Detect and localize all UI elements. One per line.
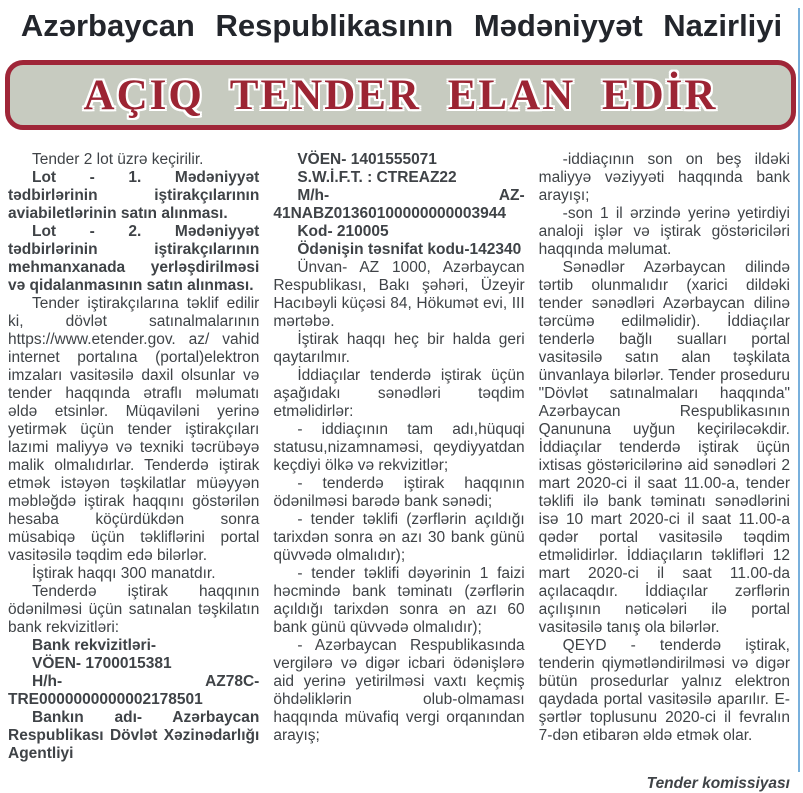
signature: Tender komissiyası [646, 775, 790, 792]
paragraph: H/h- AZ78C-TRE0000000000002178501 [8, 673, 260, 708]
paragraph: İddiaçılar tenderdə iştirak üçün aşağıdakı sənədləri təqdim etməlidirlər: [273, 367, 525, 420]
banner-headline: AÇIQ TENDER ELAN EDİR [83, 71, 718, 119]
paragraph: - iddiaçının tam adı,hüquqi statusu,nizamnaməsi, qeydiyyatdan keçdiyi ölkə və rekvizitlər; [273, 421, 525, 474]
paragraph: - tender təklifi (zərflərin açıldığı tarixdən sonra ən azı 30 bank günü qüvvədə olmalıdır); [273, 511, 525, 564]
paragraph: VÖEN- 1401555071 [297, 151, 437, 168]
paragraph: Bank rekvizitləri- [32, 637, 157, 654]
ministry-title: Azərbaycan Respublikasının Mədəniyyət Nazirliyi [20, 8, 783, 43]
paragraph: Tenderdə iştirak haqqının ödənilməsi üçün satınalan təşkilatın bank rekvizitləri: [8, 583, 260, 636]
column-2 [273, 151, 524, 793]
paragraph: Tender iştirakçılarına təklif edilir ki, dövlət satınalmalarının https://www.etender.gov. az/ vahid internet portalına (portal)elektron imzaları vasitəsilə daxil olsunlar və tender haqqında ətraflı məlumatı əldə etsinlər. Müqaviləni yerinə yetirmək üçün tender iştirakçıları lazımi maliyyə və texniki təcrübəyə malik olmalıdırlar. Tenderdə iştirak etmək istəyən təşkilatlar müəyyən məbləğdə iştirak haqqını göstərilən hesaba köçürdükdən sonra müsabiqə üçün təkliflərini portal vasitəsilə təqdim edə bilərlər. [8, 295, 260, 564]
article-columns [8, 151, 790, 793]
paragraph: - tender təklifi dəyərinin 1 faizi həcmində bank təminatı (zərflərin açıldığı tarixdən sonra ən azı 60 bank günü qüvvədə olmalıdır); [273, 565, 525, 636]
paragraph: Kod- 210005 [297, 223, 389, 240]
paragraph: Tender 2 lot üzrə keçirilir. [32, 151, 204, 168]
paragraph: VÖEN- 1700015381 [32, 655, 172, 672]
paragraph: S.W.İ.F.T. : CTREAZ22 [297, 169, 457, 186]
paragraph: -iddiaçının son on beş ildəki maliyyə vəziyyəti haqqında bank arayışı; [538, 151, 790, 204]
paragraph: Bankın adı- Azərbaycan Respublikası Dövlət Xəzinədarlığı Agentliyi [8, 709, 260, 762]
paragraph: İştirak haqqı 300 manatdır. [32, 565, 216, 582]
paragraph: Lot - 1. Mədəniyyət tədbirlərinin iştirakçılarının aviabiletlərinin satın alınması. [8, 169, 260, 222]
paragraph: - Azərbaycan Respublikasında vergilərə və digər icbari ödənişlərə aid yerinə yetirilməsi vaxtı keçmiş öhdəliklərin olub-olmaması haqqında müvafiq vergi orqanından arayış; [273, 637, 525, 744]
column-1 [8, 151, 259, 793]
paragraph: Ödənişin təsnifat kodu-142340 [297, 241, 522, 258]
paragraph: Lot - 2. Mədəniyyət tədbirlərinin iştirakçılarının mehmanxanada yerləşdirilməsi və qidalanmasının satın alınması. [8, 223, 260, 294]
page-right-edge-line [798, 8, 800, 772]
tender-announcement-page [0, 8, 803, 792]
column-3 [539, 151, 790, 793]
paragraph: -son 1 il ərzində yerinə yetirdiyi analoji işlər və iştirak göstəriciləri haqqında məlumat. [538, 205, 790, 258]
paragraph: Ünvan- AZ 1000, Azərbaycan Respublikası, Bakı şəhəri, Üzeyir Hacıbəyli küçəsi 84, Hökumət evi, III mərtəbə. [273, 259, 525, 330]
paragraph: M/h- AZ-41NABZ01360100000000003944 [273, 187, 525, 222]
tender-banner [5, 60, 796, 130]
paragraph: - tenderdə iştirak haqqının ödənilməsi barədə bank sənədi; [273, 475, 525, 510]
paragraph: İştirak haqqı heç bir halda geri qaytarılmır. [273, 331, 525, 366]
paragraph: QEYD - tenderdə iştirak, tenderin qiymətləndirilməsi və digər bütün prosedurlar yalnız elektron qaydada portal vasitəsilə aparılır. E-şərtlər toplusunu 2020-ci il fevralın 7-dən etibarən əldə etmək olar. [538, 637, 790, 744]
paragraph: Sənədlər Azərbaycan dilində tərtib olunmalıdır (xarici dildəki tender sənədləri Azərbaycan dilinə tərcümə edilməlidir). İddiaçılar tenderlə bağlı sualları portal vasitəsilə satın alan təşkilata ünvanlaya bilərlər. Tender proseduru "Dövlət satınalmaları haqqında" Azərbaycan Respublikasının Qanununa uyğun keçiriləcəkdir. İddiaçılar tenderdə iştirak üçün ixtisas göstəricilərinə aid sənədləri 2 mart 2020-ci il saat 11.00-a, tender təklifi ilə bank təminatı sənədlərini isə 10 mart 2020-ci il saat 11.00-a qədər portal vasitəsilə təqdim etməlidirlər. İddiaçıların təklifləri 12 mart 2020-ci il saat 11.00-da açılacaqdır. İddiaçılar zərflərin açılışının nəticələri ilə portal vasitəsilə tanış ola bilərlər. [538, 259, 790, 636]
